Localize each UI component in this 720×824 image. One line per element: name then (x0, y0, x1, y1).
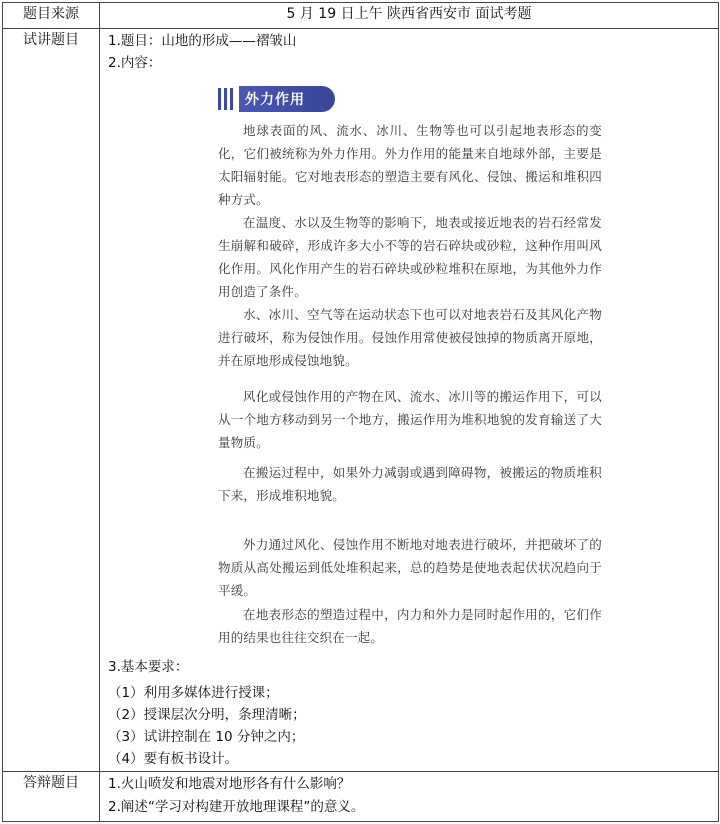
requirement-item: （4）要有板书设计。 (108, 751, 239, 767)
defense-label: 答辩题目 (3, 772, 100, 822)
banner-bars-icon (218, 88, 233, 110)
defense-row (3, 772, 719, 822)
source-row (3, 3, 719, 29)
defense-content-cell (100, 772, 719, 822)
requirement-item: （1）利用多媒体进行授课； (108, 685, 279, 701)
passage-paragraph: 外力通过风化、侵蚀作用不断地对地表进行破坏，并把破坏了的物质从高处搬运到低处堆积起来，总的趋势是使地表起伏状况趋向于平缓。 (218, 537, 602, 598)
defense-question: 2.阐述“学习对构建开放地理课程”的意义。 (108, 799, 365, 815)
banner-title: 外力作用 (239, 86, 335, 112)
exam-table (2, 2, 719, 822)
passage-paragraph: 风化或侵蚀作用的产物在风、流水、冰川等的搬运作用下，可以从一个地方移动到另一个地方，搬运作用为堆积地貌的发育输送了大量物质。 (218, 389, 602, 450)
lecture-title: 1.题目：山地的形成——褶皱山 (108, 33, 297, 49)
source-label: 题目来源 (3, 3, 100, 29)
passage-paragraph: 地球表面的风、流水、冰川、生物等也可以引起地表形态的变化，它们被统称为外力作用。外力作用的能量来自地球外部，主要是太阳辐射能。它对地表形态的塑造主要有风化、侵蚀、搬运和堆积四种方式。 (218, 123, 602, 207)
requirement-item: （3）试讲控制在 10 分钟之内； (108, 729, 305, 745)
lecture-row (3, 29, 719, 772)
content-label: 2.内容： (108, 55, 162, 71)
passage-paragraph: 水、冰川、空气等在运动状态下也可以对地表岩石及其风化产物进行破坏，称为侵蚀作用。侵蚀作用常使被侵蚀掉的物质离开原地，并在原地形成侵蚀地貌。 (218, 307, 602, 368)
defense-question: 1.火山喷发和地震对地形各有什么影响？ (108, 776, 351, 792)
lecture-content-cell (100, 29, 719, 772)
passage-paragraph: 在温度、水以及生物等的影响下，地表或接近地表的岩石经常发生崩解和破碎，形成许多大小不等的岩石碎块或砂粒，这种作用叫风化作用。风化作用产生的岩石碎块或砂粒堆积在原地，为其他外力作用创造了条件。 (218, 215, 602, 299)
passage-paragraph: 在地表形态的塑造过程中，内力和外力是同时起作用的，它们作用的结果也往往交织在一起。 (218, 607, 602, 645)
requirements-label: 3.基本要求： (108, 659, 189, 675)
passage-paragraph: 在搬运过程中，如果外力减弱或遇到障碍物，被搬运的物质堆积下来，形成堆积地貌。 (218, 465, 602, 503)
lecture-label: 试讲题目 (3, 29, 100, 772)
requirement-item: （2）授课层次分明，条理清晰； (108, 707, 306, 723)
passage-banner (218, 87, 335, 111)
source-value: 5 月 19 日上午 陕西省西安市 面试考题 (100, 3, 719, 29)
